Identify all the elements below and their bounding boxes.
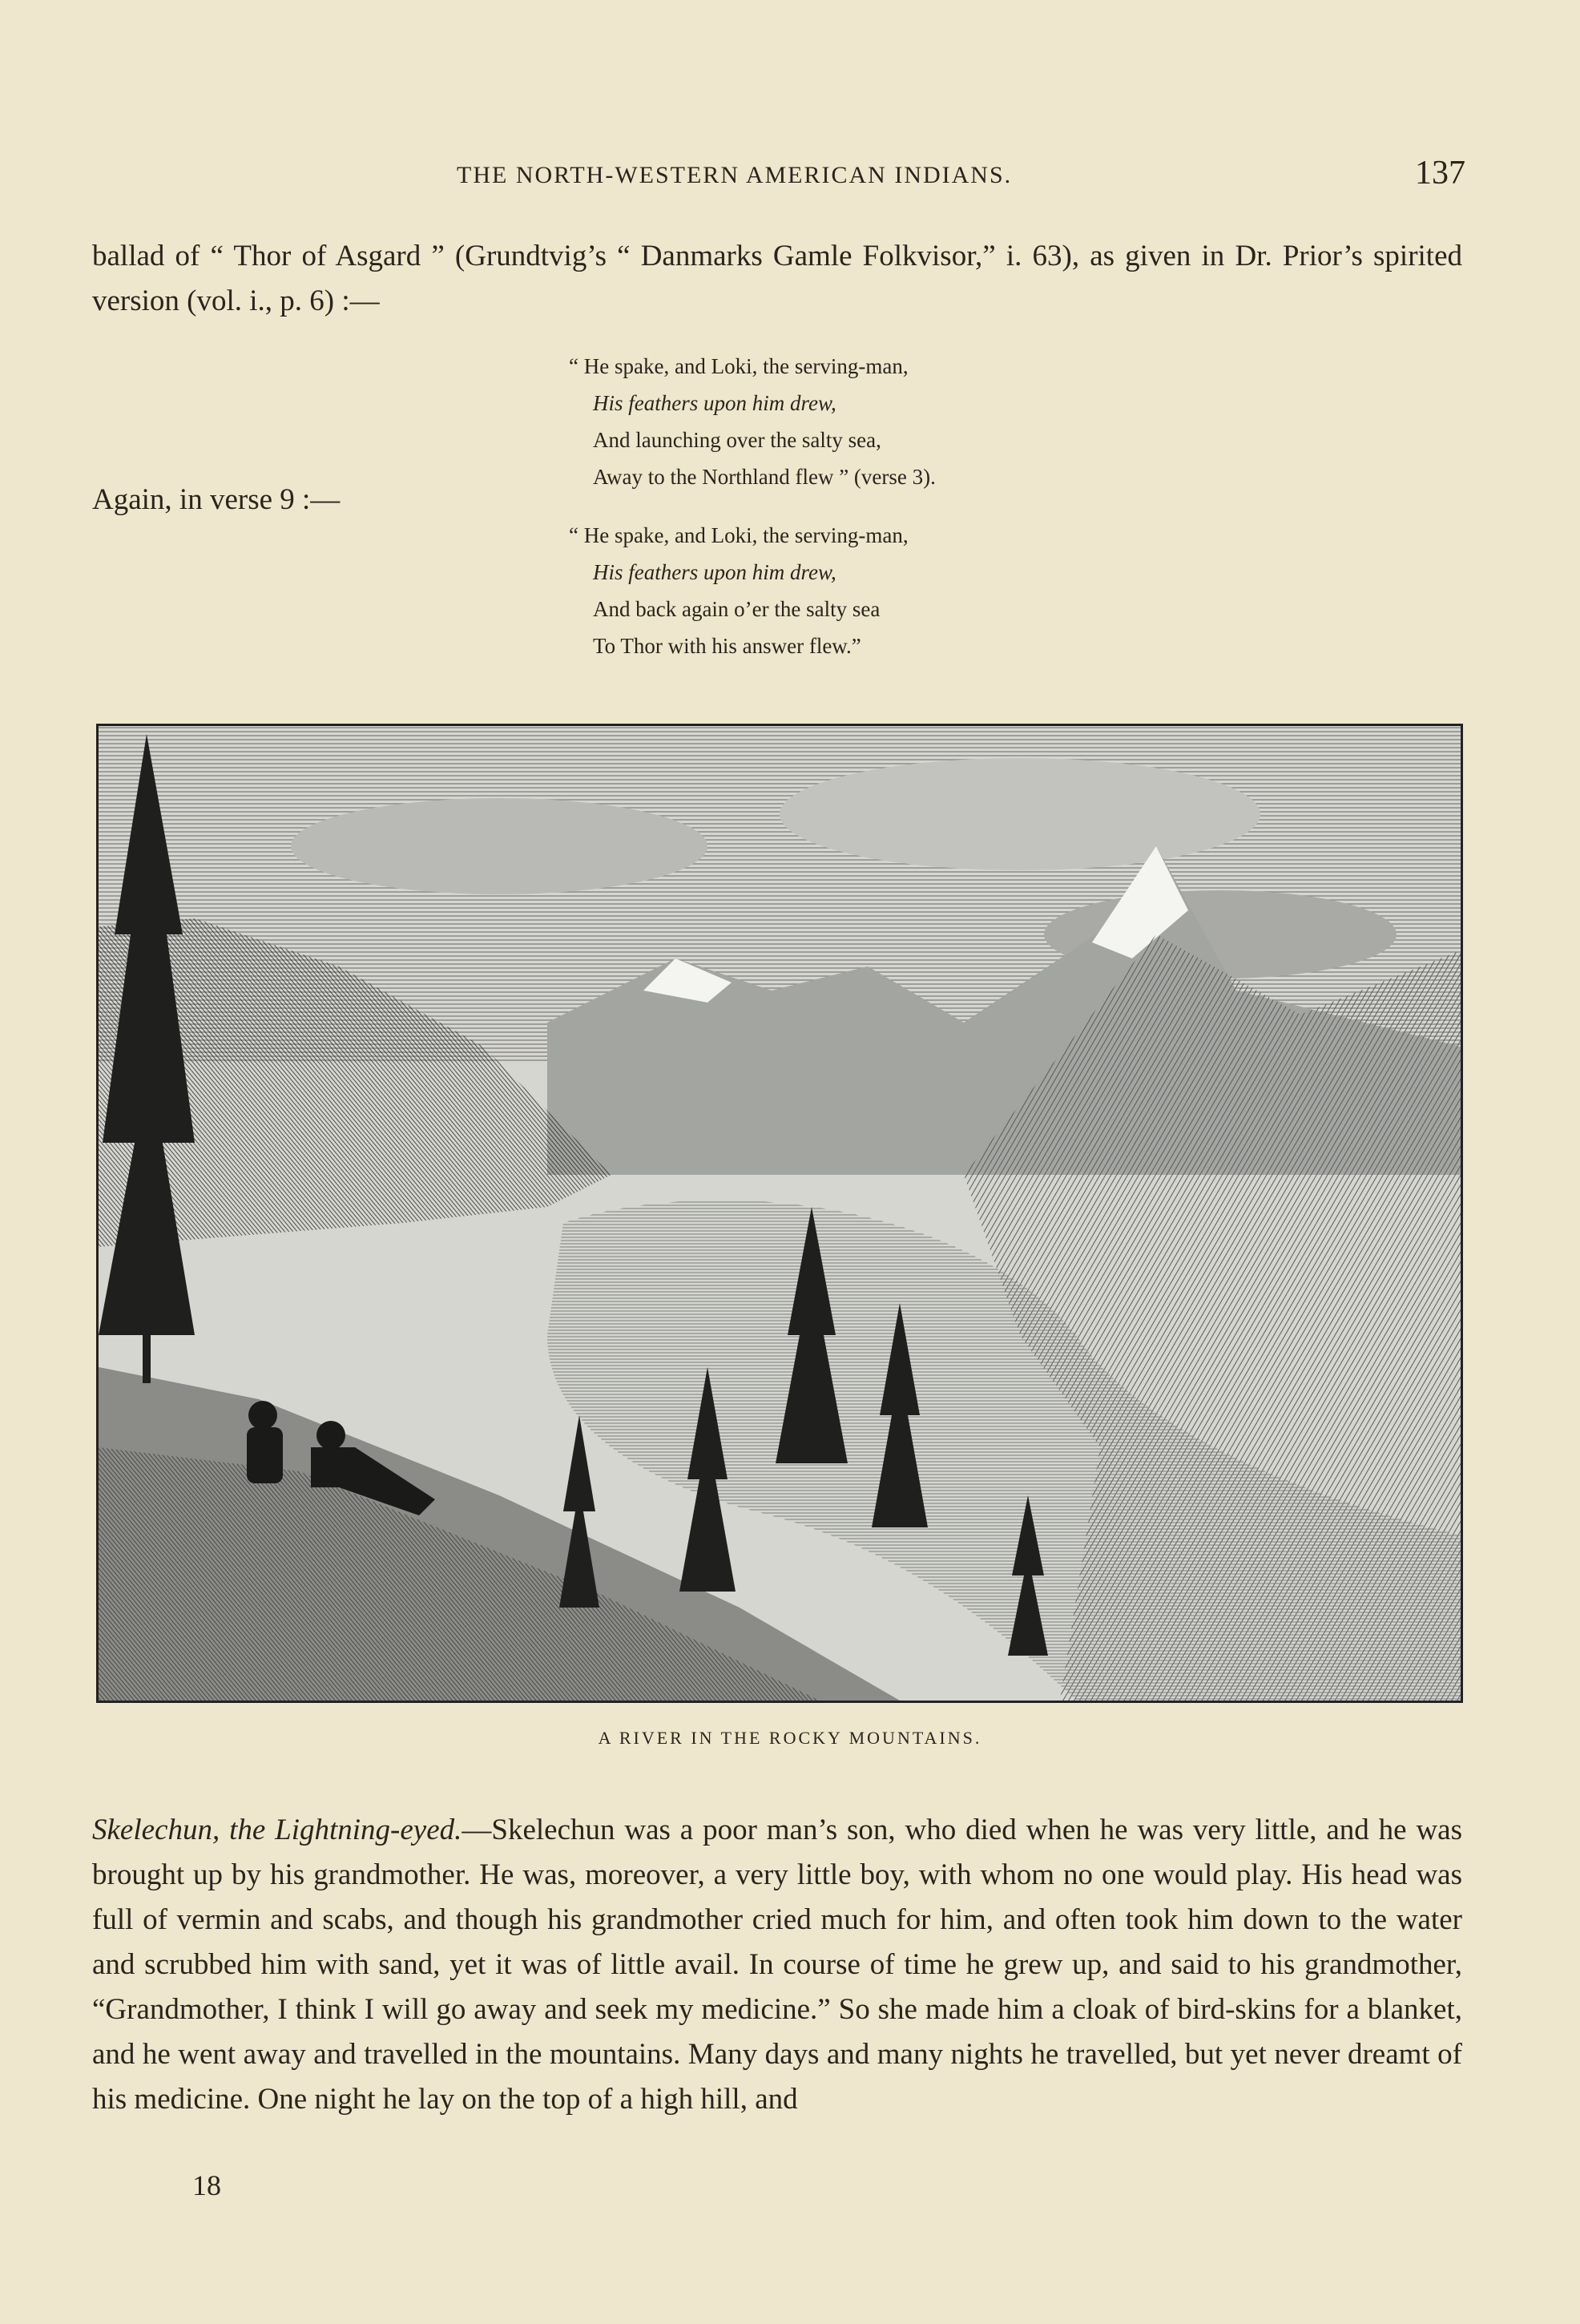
verse-line: And launching over the salty sea, — [593, 428, 881, 452]
verse-line: His feathers upon him drew, — [593, 391, 836, 415]
verse-line: To Thor with his answer flew.” — [593, 634, 861, 658]
engraving-svg — [99, 726, 1461, 1701]
cloud — [780, 758, 1260, 870]
verse-block-1 — [569, 348, 936, 495]
verse-block-2 — [569, 517, 909, 664]
verse-line: “ He spake, and Loki, the serving-man, — [569, 354, 909, 378]
engraving-illustration — [96, 724, 1463, 1703]
cloud — [291, 798, 707, 894]
verse-line: And back again o’er the salty sea — [593, 597, 881, 621]
verse-line: Away to the Northland flew ” (verse 3). — [593, 465, 936, 489]
signature-mark: 18 — [192, 2169, 221, 2201]
section-lead: Skelechun, the Lightning-eyed. — [92, 1814, 462, 1846]
paragraph-body: —Skelechun was a poor man’s son, who died when he was very little, and he was brought up by his grandmother. He was, moreover, a very little boy, with whom no one would play. His head was full of vermin and scabs, and though his grandmother cried much for him, and often took him down to the water and scrubbed him with sand, yet it was of little avail. In course of time he grew up, and said to his grandmother, “Grandmother, I think I will go away and seek my medicine.” So she made him a cloak of bird-skins for a blanket, and he went away and travelled in the mountains. Many days and many nights he travelled, but yet never dreamt of his medicine. One night he lay on the top of a high hill, and — [92, 1814, 1462, 2116]
page-number: 137 — [1415, 155, 1465, 192]
figure-caption: A RIVER IN THE ROCKY MOUNTAINS. — [598, 1728, 982, 1748]
paragraph-skelechun — [92, 1808, 1462, 2122]
again-line: Again, in verse 9 :— — [92, 483, 341, 516]
verse-line: His feathers upon him drew, — [593, 560, 836, 584]
paragraph-ballad: ballad of “ Thor of Asgard ” (Grundtvig’s “ Danmarks Gamle Folkvisor,” i. 63), as given in Dr. Prior’s spirited version (vol. i., p. 6) :— — [92, 240, 1462, 317]
verse-line: “ He spake, and Loki, the serving-man, — [569, 523, 909, 547]
running-head: THE NORTH-WESTERN AMERICAN INDIANS. — [457, 162, 1013, 188]
